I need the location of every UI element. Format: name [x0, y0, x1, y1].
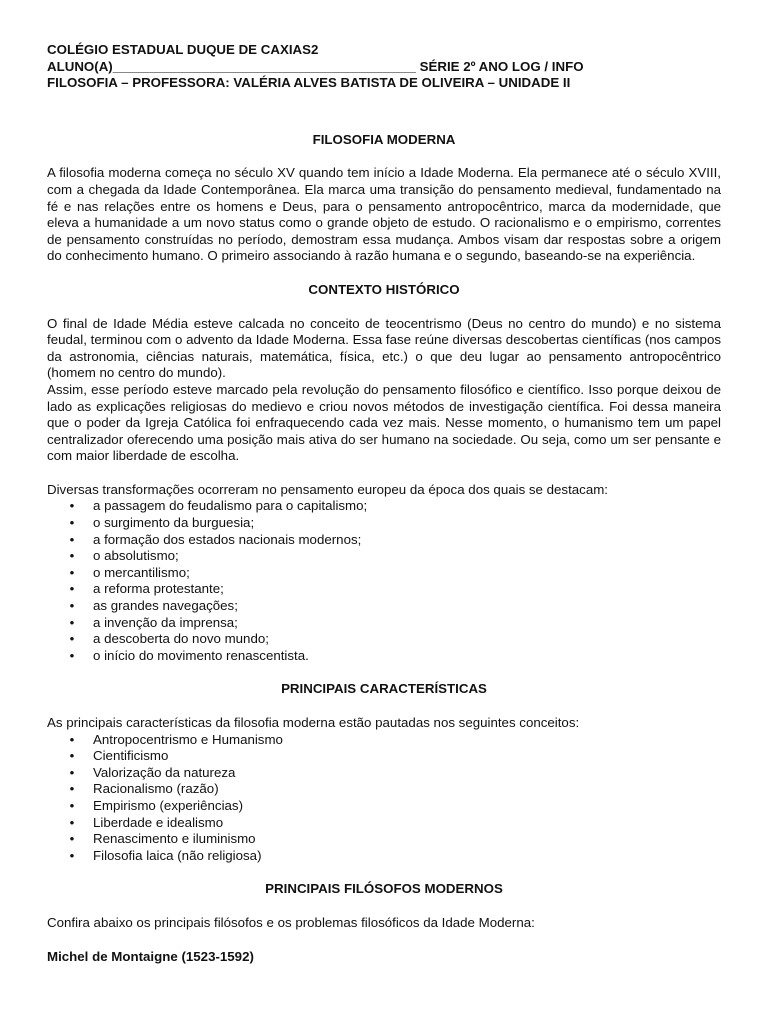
bullet-icon: •: [69, 548, 75, 564]
list-item: • Renascimento e iluminismo: [47, 831, 721, 848]
list-item: • o surgimento da burguesia;: [47, 515, 721, 532]
list-item: • a descoberta do novo mundo;: [47, 631, 721, 648]
bullet-icon: •: [69, 515, 75, 531]
bullet-icon: •: [69, 814, 75, 830]
subject-line: FILOSOFIA – PROFESSORA: VALÉRIA ALVES BATISTA DE OLIVEIRA – UNIDADE II: [47, 75, 571, 91]
context-heading: CONTEXTO HISTÓRICO: [308, 281, 460, 297]
list-item: • o início do movimento renascentista.: [47, 648, 721, 665]
philosopher-name: Michel de Montaigne (1523-1592): [47, 948, 254, 964]
bullet-icon: •: [69, 498, 75, 514]
context-paragraph-2: Assim, esse período esteve marcado pela revolução do pensamento filosófico e científico. Isso porque deixou de lado as explicações religiosas do medievo e criou novos métodos de investigação científica. Foi dessa maneira que o poder da Igreja Católica foi enfraquecendo cada vez mais. Nesse momento, o humanismo tem um papel centralizador oferecendo uma posição mais ativa do ser humano na sociedade. Ou seja, como um ser pensante e com maior liberdade de escolha.: [47, 381, 721, 464]
philosophers-intro: Confira abaixo os principais filósofos e os problemas filosóficos da Idade Moderna:: [47, 914, 535, 930]
list-item: • a reforma protestante;: [47, 581, 721, 598]
transformations-list: [47, 498, 721, 664]
intro-paragraph: A filosofia moderna começa no século XV quando tem início a Idade Moderna. Ela permanece até o século XVIII, com a chegada da Idade Contemporânea. Ela marca uma transição do pensamento medieval, fundamentado na fé e nas relações entre os homens e Deus, para o pensamento antropocêntrico, marca da modernidade, que eleva a humanidade a um novo status como o grande objeto de estudo. O racionalismo e o empirismo, correntes de pensamento construídas no período, demostram essa mudança. Ambos visam dar respostas sobre a origem do conhecimento humano. O primeiro associando à razão humana e o segundo, baseando-se na experiência.: [47, 165, 721, 264]
bullet-icon: •: [69, 764, 75, 780]
bullet-icon: •: [69, 614, 75, 630]
bullet-icon: •: [69, 831, 75, 847]
context-paragraph-1: O final de Idade Média esteve calcada no conceito de teocentrismo (Deus no centro do mundo) e no sistema feudal, terminou com o advento da Idade Moderna. Essa fase reúne diversas descobertas científicas (nos campos da astronomia, ciências naturais, matemática, física, etc.) o que deu lugar ao pensamento antropocêntrico (homem no centro do mundo).: [47, 315, 721, 381]
list-item: • Liberdade e idealismo: [47, 815, 721, 832]
list-item: • Filosofia laica (não religiosa): [47, 848, 721, 865]
list-item: • o mercantilismo;: [47, 565, 721, 582]
list-item: • Empirismo (experiências): [47, 798, 721, 815]
bullet-icon: •: [69, 797, 75, 813]
list-item: • a formação dos estados nacionais modernos;: [47, 532, 721, 549]
bullet-icon: •: [69, 581, 75, 597]
bullet-icon: •: [69, 531, 75, 547]
page-title: FILOSOFIA MODERNA: [312, 131, 456, 147]
characteristics-list: [47, 732, 721, 865]
characteristics-intro: As principais características da filosofia moderna estão pautadas nos seguintes conceitos:: [47, 715, 580, 730]
bullet-icon: •: [69, 631, 75, 647]
philosophers-heading: PRINCIPAIS FILÓSOFOS MODERNOS: [265, 881, 503, 897]
document-header: [47, 42, 721, 92]
list-item: • Racionalismo (razão): [47, 781, 721, 798]
bullet-icon: •: [69, 781, 75, 797]
list-item: • Antropocentrismo e Humanismo: [47, 732, 721, 749]
bullet-icon: •: [69, 748, 75, 764]
bullet-icon: •: [69, 598, 75, 614]
list-item: • o absolutismo;: [47, 548, 721, 565]
student-line: ALUNO(A)_________________________________________ SÉRIE 2º ANO LOG / INFO: [47, 58, 584, 74]
bullet-icon: •: [69, 847, 75, 863]
school-name: COLÉGIO ESTADUAL DUQUE DE CAXIAS2: [47, 42, 319, 57]
list-item: • a passagem do feudalismo para o capitalismo;: [47, 498, 721, 515]
list-item: • as grandes navegações;: [47, 598, 721, 615]
list-item: • Cientificismo: [47, 748, 721, 765]
list-item: • a invenção da imprensa;: [47, 615, 721, 632]
bullet-icon: •: [69, 564, 75, 580]
bullet-icon: •: [69, 731, 75, 747]
characteristics-heading: PRINCIPAIS CARACTERÍSTICAS: [281, 681, 487, 697]
list-item: • Valorização da natureza: [47, 765, 721, 782]
transformations-intro: Diversas transformações ocorreram no pensamento europeu da época dos quais se destacam:: [47, 481, 608, 497]
bullet-icon: •: [69, 647, 75, 663]
